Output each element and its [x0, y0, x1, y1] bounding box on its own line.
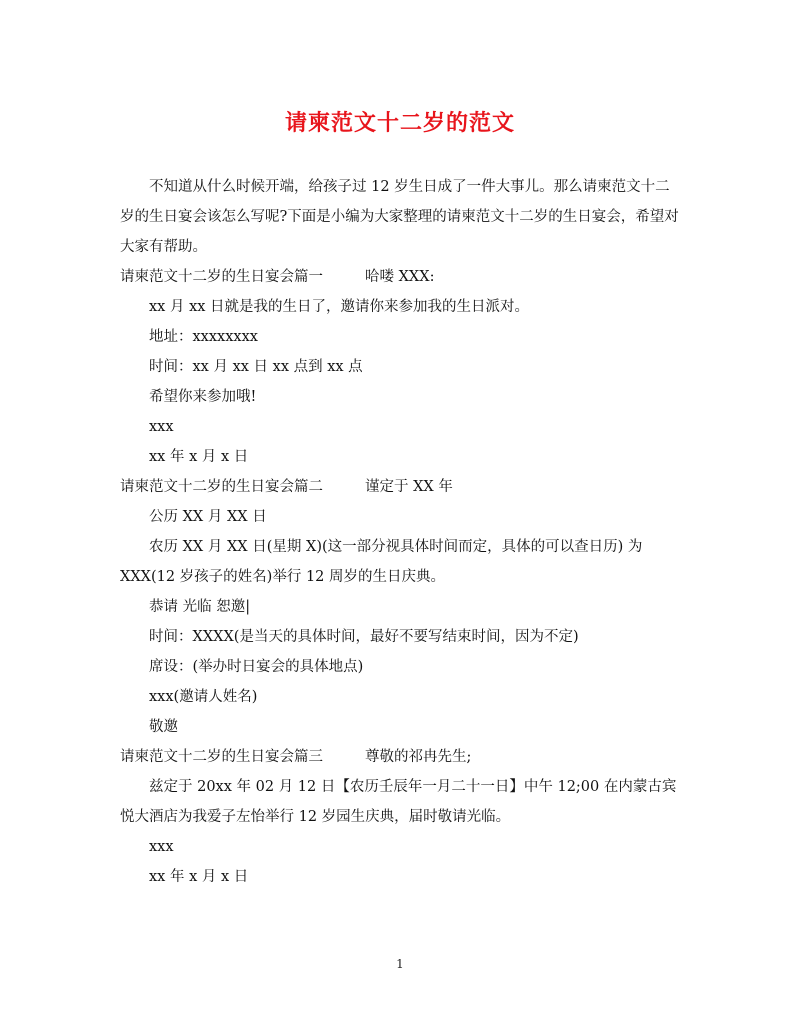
section1-line: 地址：xxxxxxxx [149, 329, 258, 345]
section1-heading: 请柬范文十二岁的生日宴会篇一 [120, 269, 323, 285]
section2-paragraph: 农历 XX 月 XX 日(星期 X)(这一部分视具体时间而定，具体的可以查日历) 为 XXX(12 岁孩子的姓名)举行 12 周岁的生日庆典。 [120, 539, 643, 585]
section3-salutation: 尊敬的祁冉先生; [365, 749, 472, 765]
section1-line: xx 年 x 月 x 日 [149, 449, 249, 465]
section1-line: 时间：xx 月 xx 日 xx 点到 xx 点 [149, 359, 363, 375]
section1-line: 希望你来参加哦! [149, 389, 257, 405]
section1-salutation: 哈喽 XXX: [365, 269, 435, 285]
section3-heading: 请柬范文十二岁的生日宴会篇三 [120, 749, 323, 765]
section3-heading-line [120, 742, 680, 772]
section2-line: 席设：(举办时日宴会的具体地点) [149, 659, 364, 675]
section2-line: 公历 XX 月 XX 日 [149, 509, 267, 525]
section1-heading-line [120, 262, 680, 292]
section2-heading-line [120, 472, 680, 502]
section2-line: xxx(邀请人姓名) [149, 689, 258, 705]
section2-line: 恭请 光临 恕邀| [149, 599, 251, 615]
document-body [120, 172, 680, 892]
page-number: 1 [396, 957, 404, 971]
section1-line: xx 月 xx 日就是我的生日了，邀请你来参加我的生日派对。 [149, 299, 530, 315]
section3-line: xx 年 x 月 x 日 [149, 869, 249, 885]
section2-line: 时间：XXXX(是当天的具体时间，最好不要写结束时间，因为不定) [149, 629, 579, 645]
section3-line: xxx [149, 839, 174, 855]
section1-line: xxx [149, 419, 174, 435]
section3-paragraph: 兹定于 20xx 年 02 月 12 日【农历壬辰年一月二十一日】中午 12;00 在内蒙古宾悦大酒店为我爱子左怡举行 12 岁园生庆典，届时敬请光临。 [120, 779, 677, 825]
section2-heading: 请柬范文十二岁的生日宴会篇二 [120, 479, 323, 495]
intro-paragraph: 不知道从什么时候开端，给孩子过 12 岁生日成了一件大事儿。那么请柬范文十二岁的生日宴会该怎么写呢?下面是小编为大家整理的请柬范文十二岁的生日宴会，希望对大家有帮助。 [120, 179, 679, 255]
section2-line: 敬邀 [149, 719, 178, 735]
section2-salutation: 谨定于 XX 年 [365, 479, 453, 495]
document-title: 请柬范文十二岁的范文 [284, 110, 515, 136]
